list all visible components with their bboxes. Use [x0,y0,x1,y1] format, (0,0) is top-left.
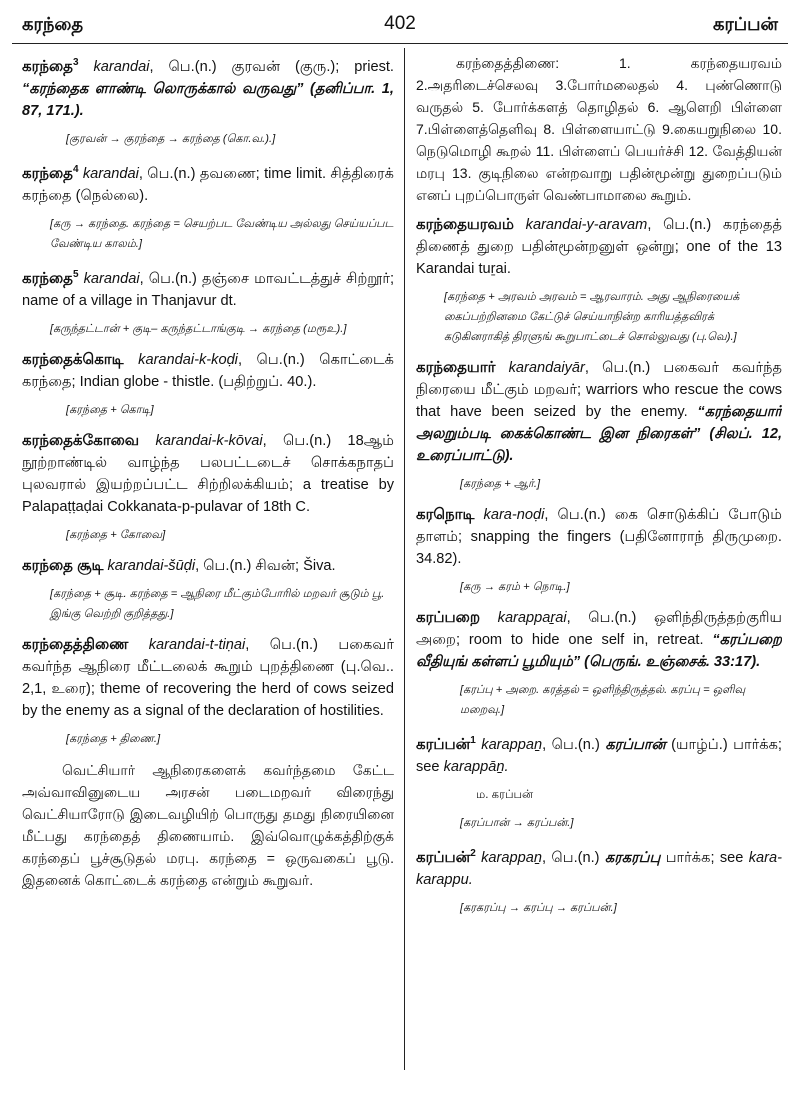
part-of-speech: , பெ.(n.) [544,507,606,523]
part-of-speech: , பெ.(n.) [262,433,332,449]
definition: சிவன்; Šiva. [251,558,336,574]
headword: கரந்தை$^3$ [22,57,79,75]
definition: கை சொடுக்கிப் போடும் தாளம்; snapping the fingers (பதினோராந் திருமுறை. 34.82). [416,507,782,567]
part-of-speech: , பெ.(n.) [647,217,712,233]
entry [416,357,782,494]
headword: கரநொடி [416,506,475,523]
etymology: [கரந்தை + கோவை] [66,529,166,541]
transliteration: karandai [93,59,150,75]
see-transliteration: kara-karappu. [416,850,782,888]
definition: தஞ்சை மாவட்டத்துச் சிற்றூர்; name of a village in Thanjavur dt. [22,271,394,309]
entry-body [22,159,394,207]
definition: 18ஆம் நூற்றாண்டில் வாழ்ந்த பலபட்டடைச் சொக்கநாதப் புலவரால் இயற்றப்பட்ட சிற்றிலக்கியம்; a treatise by Palapaṭṭaḍai Cokkanata-p-pulavar of 18th C. [22,433,394,515]
entry [22,430,394,545]
definition: குரவன் (குரு.); priest. [216,59,394,75]
entry-body [22,52,394,122]
transliteration: kara-noḍi [483,507,545,523]
definition: பார்க்க; see [660,850,749,866]
headword: கரந்தையார் [416,359,496,376]
entry [22,264,394,339]
entry-body [22,264,394,312]
transliteration: karandaiyār [508,360,585,376]
etymology: [கரந்தை + சூடி. கரந்தை = ஆநிரை மீட்கும்போரில் மறவர் சூடும் பூ. இங்கு வெற்றி குறித்தது.] [50,588,385,620]
definition: கரந்தைத் திணைத் துறை பதின்மூன்றனுள் ஒன்று; one of the 13 Karandai tuṟai. [416,217,782,277]
citation: (பெருங். உஞ்சைக். 33:17). [580,654,761,670]
etymology: [கரந்தை + திணை.] [66,733,161,745]
left-column [22,52,394,1082]
entry-body [416,214,782,280]
entry [22,555,394,624]
part-of-speech: , பெ.(n.) [195,558,252,574]
entry [416,843,782,918]
definition: பகைவர் கவர்ந்த நிரையை மீட்கும் மறவர்; warriors who rescue the cows that have been seized by the enemy. [416,360,782,420]
see-transliteration: karappāṉ. [443,759,509,775]
entry [22,159,394,254]
entry-body [22,634,394,722]
entry-body [416,607,782,673]
part-of-speech: , பெ.(n.) [138,166,196,182]
part-of-speech: , பெ.(n.) [541,850,600,866]
transliteration: karandai-šūḍi [107,558,196,574]
headword: கரந்தைக்கொடி [22,351,124,368]
headword: கரப்பன்$^1$ [416,735,476,753]
citation: (சிலப். 12, உரைப்பாட்டு). [416,426,782,464]
running-head-left: கரந்தை [22,14,84,34]
part-of-speech: , பெ.(n.) [584,360,651,376]
headword: கரந்தையரவம் [416,216,514,233]
explanatory-paragraph: கரந்தைத்திணை: 1. கரந்தையரவம் 2.அதரிடைச்செலவு 3.போர்மலைதல் 4. புண்ணொடு வருதல் 5. போர்க்களத் தொழிதல் 6. ஆளெறி பிள்ளை 7.பிள்ளைத்தெளிவு 8. பிள்ளையாட்டு 9.கையறுநிலை 10. நெடுமொழி கூறல் 11. பிள்ளைப் பெயர்ச்சி 12. வேத்தியன் மரபு 13. குடிநிலை என்றவாறு பதின்மூன்று துறைப்படும் எனப் புறப்பொருள் வெண்பாமாலை கூறும். [416,55,782,203]
headword: கரந்தைத்திணை [22,636,129,653]
right-column [416,52,782,1082]
entry-body [22,555,394,577]
etymology: [கரந்தை + ஆர்.] [460,478,541,490]
entry [416,504,782,597]
etymology: [கரப்பான் → கரப்பன்.] [460,817,574,829]
cross-reference[interactable]: கரகரப்பு [604,850,661,866]
header-rule [12,43,788,44]
transliteration: karandai-k-kōvai [155,433,263,449]
entry [416,214,782,347]
transliteration: karandai-t-tiṇai [148,637,246,653]
transliteration: karandai [83,271,140,287]
citation: (தனிப்பா. 1, 87, 171.). [22,81,394,119]
headword: கரந்தைக்கோவை [22,432,140,449]
transliteration: karappaṉ [481,850,542,866]
cognate: ம. கரப்பன் [476,789,534,801]
entry [22,634,394,749]
transliteration: karappaṟai [497,610,567,626]
running-head-right: கரப்பன் [712,14,778,34]
definition: கொட்டைக் கரந்தை; Indian globe - thistle. (பதிற்றுப். 40.). [22,352,394,390]
part-of-speech: , பெ.(n.) [566,610,637,626]
part-of-speech: , பெ.(n.) [245,637,318,653]
headword: கரப்பன்$^2$ [416,848,476,866]
quotation: “கரப்பறை வீதியுங் கள்ளப் பூமியும்” [416,632,782,670]
part-of-speech: , பெ.(n.) [149,59,217,75]
quotation: “கரந்தைக ளாண்டி லொருக்கால் வருவது” [22,81,304,97]
definition: தவணை; time limit. சித்திரைக் கரந்தை (நெல்லை). [22,166,394,204]
column-divider [404,48,405,1070]
entry-body [416,730,782,778]
definition: ஒளிந்திருத்தற்குரிய அறை; room to hide one self in, retreat. [416,610,782,648]
transliteration: karandai-k-koḍi [138,352,238,368]
part-of-speech: , பெ.(n.) [139,271,197,287]
etymology: [கரந்தை + கொடி] [66,404,154,416]
part-of-speech: , பெ.(n.) [542,737,600,753]
transliteration: karandai [82,166,139,182]
headword: கரந்தை$^5$ [22,269,79,287]
entry-body [22,349,394,393]
entry-body [22,430,394,518]
etymology: [கரப்பு + அறை. கரத்தல் = ஒளிந்திருத்தல். கரப்பு = ஒளிவு மறைவு.] [460,684,746,716]
entry-body [416,504,782,570]
entry [416,607,782,720]
entry-body [416,357,782,467]
entry-body [416,843,782,891]
cross-reference[interactable]: கரப்பான் [605,737,666,753]
transliteration: karappaṉ [481,737,543,753]
etymology: [குரவன் → குரந்தை → கரந்தை (கொ.வ.).] [66,133,276,145]
quotation: “கரந்தையார் அலறும்படி கைக்கொண்ட இன நிரைகள்” [416,404,782,442]
etymology: [கரு → கரந்தை. கரந்தை = செயற்பட வேண்டிய அல்லது செய்யப்பட வேண்டிய காலம்.] [50,218,394,250]
entry [22,349,394,420]
etymology: [கரகரப்பு → கரப்பு → கரப்பன்.] [460,902,617,914]
headword: கரந்தை$^4$ [22,164,79,182]
headword: கரந்தை சூடி [22,557,104,574]
part-of-speech: , பெ.(n.) [237,352,305,368]
etymology: [கரந்தை + அரவம் அரவம் = ஆரவாரம். அது ஆநிரையைக் கைப்பற்றினமை கேட்டுச் செய்யாநின்ற காரியத்தவிரக் கடுகினராகித் திரளுங் கூறுபாட்டைச் சொல்லுவது (பு.வெ).] [444,291,740,343]
transliteration: karandai-y-aravam [525,217,648,233]
page-number: 402 [384,13,416,34]
explanatory-paragraph: வெட்சியார் ஆநிரைகளைக் கவர்ந்தமை கேட்ட அவ்வாவினுடைய அரசன் படைமறவர் விரைந்து வெட்சியாரோடு இடைவழியிற் பொருது தமது நிரையினை மீட்பது கரந்தைத் திணையாம். இவ்வொழுக்கத்திற்குக் கரந்தைப் பூச்சூடுதல் மரபு. கரந்தை = ஒருவகைப் பூடு. இதனைக் கொட்டைக் கரந்தை என்றும் கூறுவர். [22,762,394,888]
definition: பகைவர் கவர்ந்த ஆநிரை மீட்டலைக் கூறும் புறத்திணை (பு.வெ.. 2,1, உரை); theme of recovering the herd of cows seized by the enemy as a signal of the declaration of hostilities. [22,637,394,719]
definition: (யாழ்ப்.) பார்க்க; see [416,737,782,775]
headword: கரப்பறை [416,609,481,626]
entry [22,52,394,149]
etymology: [கரு → கரம் + நொடி.] [460,581,570,593]
etymology: [கருந்தட்டான் + குடி– கருந்தட்டாங்குடி → கரந்தை (மரூஉ).] [50,323,347,335]
entry [416,730,782,833]
